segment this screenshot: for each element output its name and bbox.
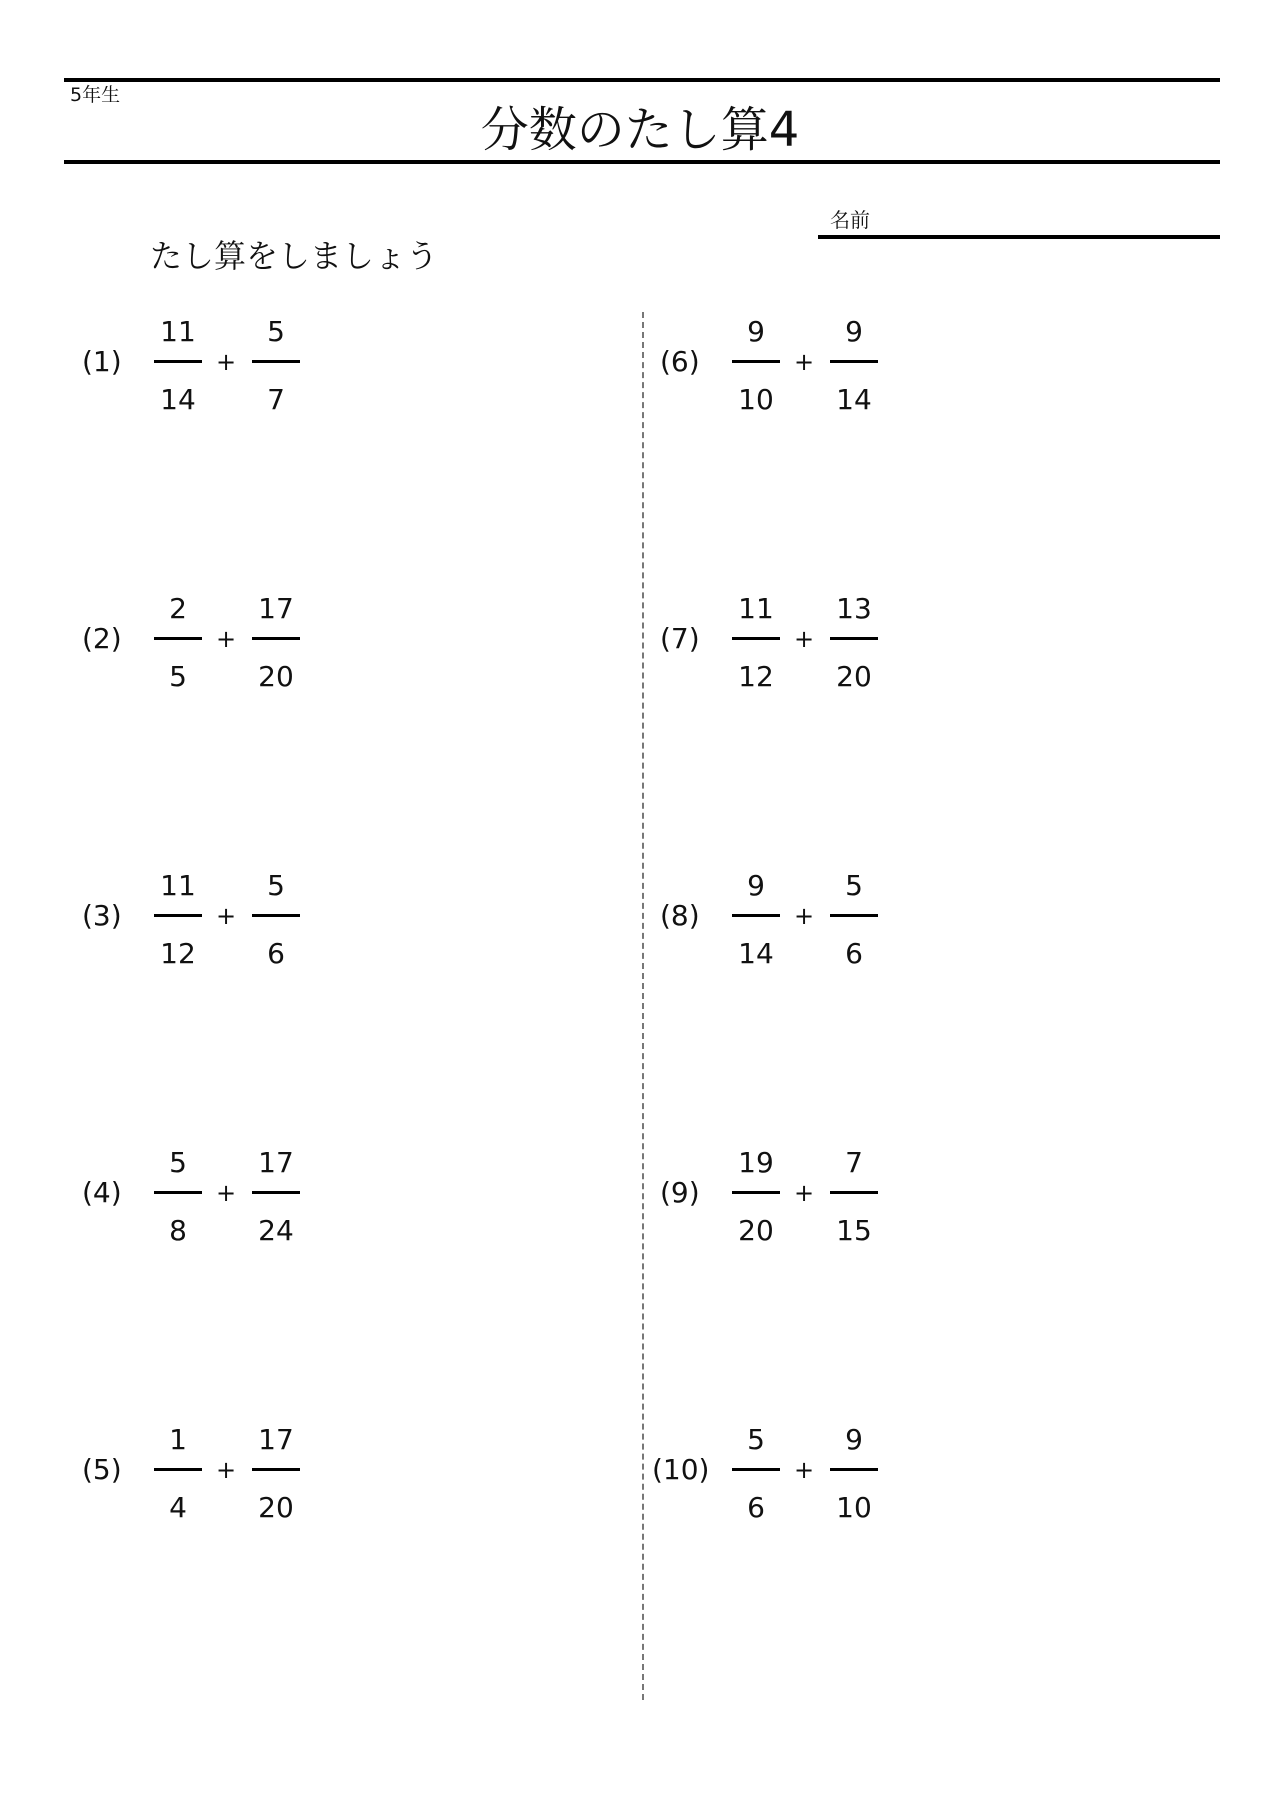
problem-number: (2) [82, 622, 122, 655]
fraction-a [154, 862, 202, 972]
fraction-b [252, 585, 300, 695]
fraction-a [154, 308, 202, 418]
denominator: 7 [267, 383, 285, 416]
numerator: 19 [738, 1146, 774, 1179]
numerator: 9 [845, 1423, 863, 1456]
fraction-bar [252, 637, 300, 640]
denominator: 20 [836, 660, 872, 693]
denominator: 10 [738, 383, 774, 416]
fraction-a [154, 1416, 202, 1526]
column-divider [642, 312, 644, 1700]
fraction-bar [154, 360, 202, 363]
fraction-b [252, 862, 300, 972]
denominator: 15 [836, 1214, 872, 1247]
plus-sign: + [216, 348, 237, 376]
plus-sign: + [216, 1179, 237, 1207]
page-title: 分数のたし算4 [480, 102, 800, 158]
fraction-bar [154, 1468, 202, 1471]
fraction-b [830, 308, 878, 418]
problem-number: (4) [82, 1176, 122, 1209]
problem-number: (5) [82, 1453, 122, 1486]
denominator: 5 [169, 660, 187, 693]
numerator: 5 [267, 315, 285, 348]
plus-sign: + [216, 625, 237, 653]
fraction-bar [732, 1191, 780, 1194]
fraction-b [830, 862, 878, 972]
fraction-a [732, 308, 780, 418]
fraction-bar [732, 1468, 780, 1471]
denominator: 24 [258, 1214, 294, 1247]
numerator: 17 [258, 1146, 294, 1179]
fraction-bar [252, 1191, 300, 1194]
fraction-bar [830, 1191, 878, 1194]
numerator: 2 [169, 592, 187, 625]
plus-sign: + [794, 625, 815, 653]
numerator: 5 [747, 1423, 765, 1456]
fraction-bar [732, 914, 780, 917]
denominator: 20 [258, 660, 294, 693]
plus-sign: + [216, 902, 237, 930]
problem-number: (8) [660, 899, 700, 932]
plus-sign: + [794, 348, 815, 376]
fraction-bar [154, 637, 202, 640]
denominator: 6 [845, 937, 863, 970]
fraction-b [252, 1416, 300, 1526]
problem-number: (9) [660, 1176, 700, 1209]
denominator: 4 [169, 1491, 187, 1524]
problem-number: (6) [660, 345, 700, 378]
fraction-b [252, 1139, 300, 1249]
plus-sign: + [794, 1456, 815, 1484]
numerator: 9 [747, 315, 765, 348]
fraction-a [732, 1139, 780, 1249]
fraction-b [252, 308, 300, 418]
denominator: 20 [258, 1491, 294, 1524]
denominator: 14 [160, 383, 196, 416]
denominator: 14 [836, 383, 872, 416]
fraction-b [830, 1416, 878, 1526]
fraction-a [732, 1416, 780, 1526]
grade-label: 5年生 [70, 84, 121, 106]
top-rule [64, 78, 1220, 82]
numerator: 13 [836, 592, 872, 625]
numerator: 9 [845, 315, 863, 348]
fraction-bar [154, 1191, 202, 1194]
plus-sign: + [794, 1179, 815, 1207]
plus-sign: + [794, 902, 815, 930]
numerator: 1 [169, 1423, 187, 1456]
name-write-line[interactable] [818, 235, 1220, 239]
fraction-a [154, 585, 202, 695]
numerator: 5 [169, 1146, 187, 1179]
fraction-bar [252, 914, 300, 917]
numerator: 17 [258, 592, 294, 625]
plus-sign: + [216, 1456, 237, 1484]
denominator: 12 [160, 937, 196, 970]
fraction-bar [830, 360, 878, 363]
fraction-a [732, 862, 780, 972]
fraction-a [732, 585, 780, 695]
problem-number: (10) [652, 1453, 710, 1486]
problem-number: (3) [82, 899, 122, 932]
denominator: 12 [738, 660, 774, 693]
numerator: 11 [738, 592, 774, 625]
denominator: 10 [836, 1491, 872, 1524]
numerator: 5 [267, 869, 285, 902]
denominator: 20 [738, 1214, 774, 1247]
fraction-bar [252, 1468, 300, 1471]
fraction-bar [830, 914, 878, 917]
fraction-bar [732, 637, 780, 640]
numerator: 11 [160, 869, 196, 902]
denominator: 6 [267, 937, 285, 970]
fraction-b [830, 1139, 878, 1249]
fraction-bar [830, 637, 878, 640]
numerator: 11 [160, 315, 196, 348]
fraction-bar [732, 360, 780, 363]
numerator: 7 [845, 1146, 863, 1179]
instruction-text: たし算をしましょう [150, 237, 439, 275]
denominator: 6 [747, 1491, 765, 1524]
fraction-a [154, 1139, 202, 1249]
fraction-bar [154, 914, 202, 917]
denominator: 14 [738, 937, 774, 970]
problem-number: (7) [660, 622, 700, 655]
numerator: 5 [845, 869, 863, 902]
fraction-bar [252, 360, 300, 363]
name-label: 名前 [830, 208, 870, 232]
title-bottom-rule [64, 160, 1220, 164]
numerator: 17 [258, 1423, 294, 1456]
problem-number: (1) [82, 345, 122, 378]
numerator: 9 [747, 869, 765, 902]
denominator: 8 [169, 1214, 187, 1247]
fraction-bar [830, 1468, 878, 1471]
fraction-b [830, 585, 878, 695]
